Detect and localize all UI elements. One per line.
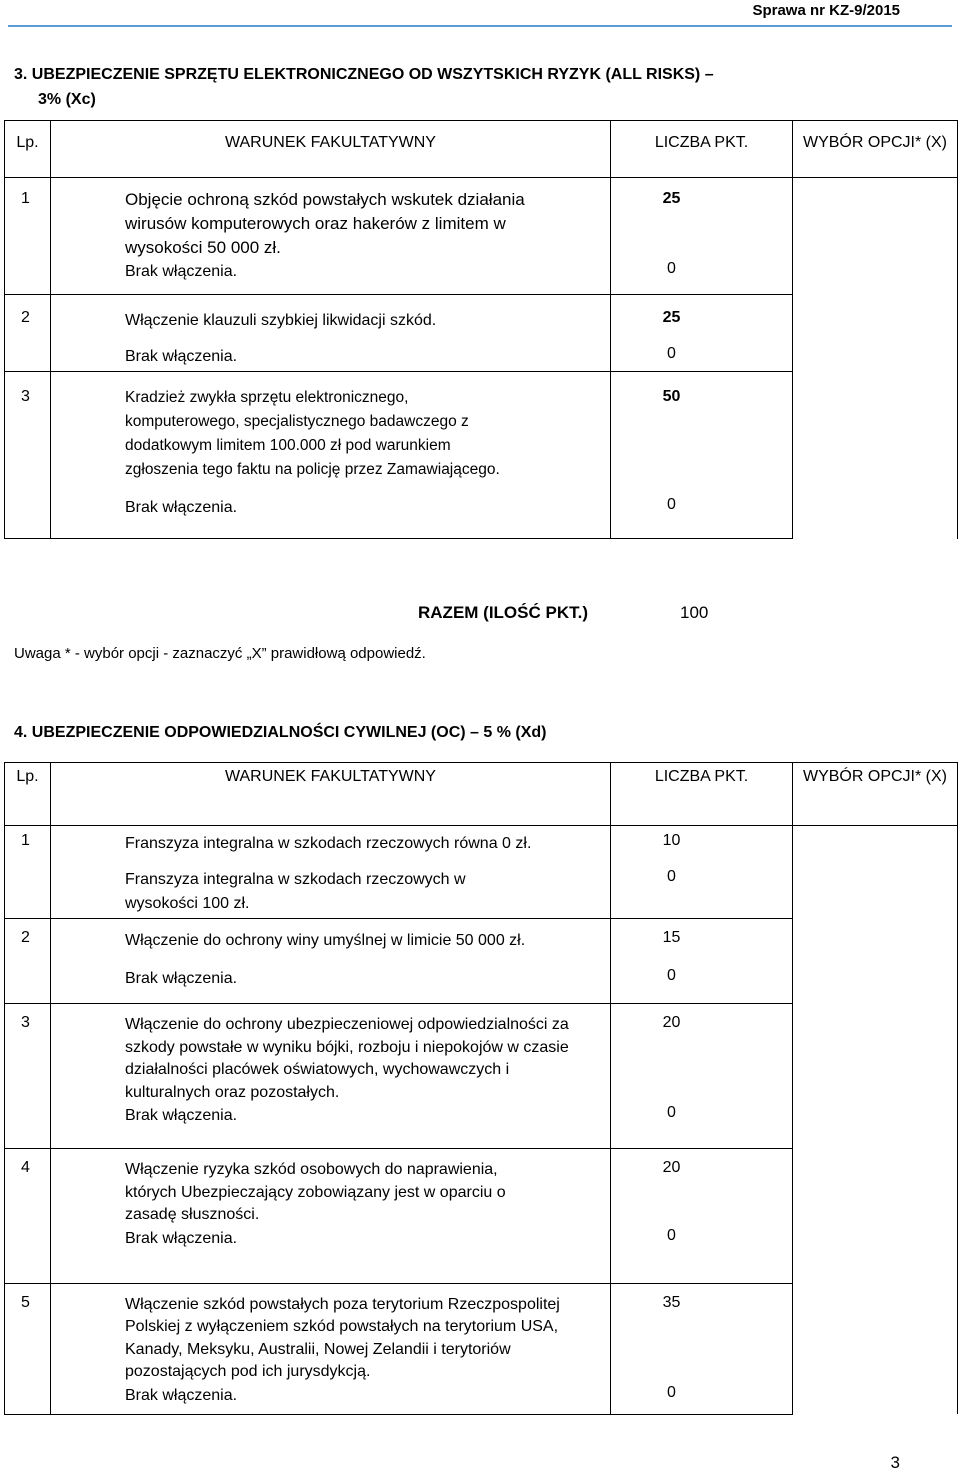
choice-cell[interactable] [793,295,958,372]
row-option-b: Brak włączenia. [51,1384,611,1415]
case-number: Sprawa nr KZ-9/2015 [752,2,900,19]
section3-title-line1: 3. UBEZPIECZENIE SPRZĘTU ELEKTRONICZNEGO OD WSZYTSKICH RYZYK (ALL RISKS) – [14,66,714,83]
col-lp-header: Lp. [5,121,51,178]
table-row [5,1004,958,1105]
col-choice-header: WYBÓR OPCJI* (X) [793,763,958,826]
col-choice-header: WYBÓR OPCJI* (X) [793,121,958,178]
row-option-b: Brak włączenia. [51,482,611,539]
header-divider [8,25,952,27]
section3-header-row [5,121,958,178]
row-option-a: Włączenie szkód powstałych poza terytorium Rzeczpospolitej Polskiej z wyłączeniem szkód powstałych na terytorium USA, Kanady, Meksyku, Australii, Nowej Zelandii i terytoriów pozostających pod ich jurysdykcją. [51,1283,611,1384]
col-points-header: LICZBA PKT. [611,121,793,178]
row-points-b: 0 [611,1227,793,1284]
row-points-b: 0 [611,260,793,295]
page-number: 3 [890,1453,900,1472]
row-option-b: Brak włączenia. [51,260,611,295]
row-points-a: 20 [611,1149,793,1227]
choice-cell[interactable] [793,372,958,539]
total-value: 100 [680,603,709,622]
section3-table [4,120,958,539]
row-option-b: Brak włączenia. [51,1104,611,1149]
row-points-a: 20 [611,1004,793,1105]
row-points-a: 50 [611,372,793,483]
row-points-a: 10 [611,826,793,857]
choice-cell[interactable] [793,1149,958,1284]
row-lp: 2 [5,295,51,334]
choice-cell[interactable] [793,826,958,919]
row-points-b: 0 [611,856,793,919]
row-points-b: 0 [611,482,793,539]
col-points-header: LICZBA PKT. [611,763,793,826]
row-points-a: 15 [611,919,793,954]
table-row [5,919,958,954]
row-option-a: Franszyza integralna w szkodach rzeczowych równa 0 zł. [51,826,611,857]
row-points-a: 25 [611,295,793,334]
section3-title [14,62,914,112]
row-lp: 1 [5,826,51,857]
row-points-b: 0 [611,1384,793,1415]
row-option-b: Franszyza integralna w szkodach rzeczowych w wysokości 100 zł. [51,856,611,919]
col-lp-header: Lp. [5,763,51,826]
table-row [5,372,958,483]
row-points-b: 0 [611,953,793,1004]
section3-title-line2: 3% (Xc) [38,91,96,108]
selection-note: Uwaga * - wybór opcji - zaznaczyć „X” prawidłową odpowiedź. [14,645,426,662]
row-lp: 2 [5,919,51,954]
table-row [5,295,958,334]
table-row [5,826,958,857]
choice-cell[interactable] [793,1004,958,1149]
col-condition-header: WARUNEK FAKULTATYWNY [51,763,611,826]
row-points-a: 25 [611,178,793,261]
col-condition-header: WARUNEK FAKULTATYWNY [51,121,611,178]
row-lp: 1 [5,178,51,261]
row-points-a: 35 [611,1283,793,1384]
row-option-a: Włączenie ryzyka szkód osobowych do naprawienia, których Ubezpieczający zobowiązany jest w oparciu o zasadę słuszności. [51,1149,611,1227]
section4-header-row [5,763,958,826]
row-lp: 5 [5,1283,51,1384]
row-option-a: Włączenie do ochrony ubezpieczeniowej odpowiedzialności za szkody powstałe w wyniku bójki, rozboju i niepokojów w czasie działalności placówek oświatowych, wychowawczych i kulturalnych oraz pozostałych. [51,1004,611,1105]
row-option-b: Brak włączenia. [51,1227,611,1284]
row-option-a: Włączenie do ochrony winy umyślnej w limicie 50 000 zł. [51,919,611,954]
row-option-a: Włączenie klauzuli szybkiej likwidacji szkód. [51,295,611,334]
row-lp: 4 [5,1149,51,1227]
row-option-b: Brak włączenia. [51,333,611,372]
row-points-b: 0 [611,333,793,372]
choice-cell[interactable] [793,919,958,1004]
row-option-b: Brak włączenia. [51,953,611,1004]
table-row [5,1283,958,1384]
choice-cell[interactable] [793,178,958,295]
section4-table [4,762,958,1415]
table-row [5,1149,958,1227]
row-lp: 3 [5,372,51,483]
row-option-a: Objęcie ochroną szkód powstałych wskutek działania wirusów komputerowych oraz hakerów z limitem w wysokości 50 000 zł. [51,178,611,261]
table-row [5,178,958,261]
row-option-a: Kradzież zwykła sprzętu elektronicznego, komputerowego, specjalistycznego badawczego z dodatkowym limitem 100.000 zł pod warunkiem zgłoszenia tego faktu na policję przez Zamawiającego. [51,372,611,483]
row-lp: 3 [5,1004,51,1105]
section4-title: 4. UBEZPIECZENIE ODPOWIEDZIALNOŚCI CYWILNEJ (OC) – 5 % (Xd) [14,724,547,741]
choice-cell[interactable] [793,1283,958,1414]
row-points-b: 0 [611,1104,793,1149]
total-label: RAZEM (ILOŚĆ PKT.) [418,603,588,622]
